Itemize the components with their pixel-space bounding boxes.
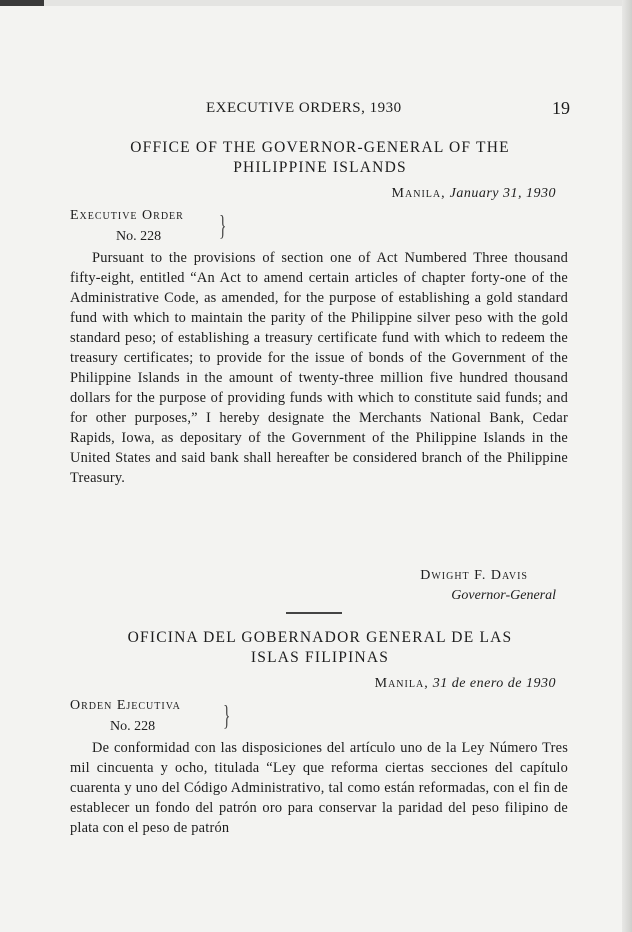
english-order-label: Executive Order — [70, 208, 184, 223]
spanish-dateline-date: 31 de enero de 1930 — [432, 676, 556, 691]
spanish-order-heading — [70, 698, 270, 742]
spanish-office-title: OFICINA DEL GOBERNADOR GENERAL DE LAS ISLAS FILIPINAS — [127, 629, 513, 666]
spanish-body-paragraph: De conformidad con las disposiciones del artículo uno de la Ley Número Tres mil cincuenta y ocho, titulada “Ley que reforma ciertas secciones del capítulo cuarenta y uno del Código Administrativo, tal como están reformadas, con el fin de establecer un fondo del patrón oro para conservar la paridad del peso filipino de plata con el peso de patrón — [70, 740, 568, 836]
scan-top-edge — [0, 0, 632, 6]
english-order-number: No. 228 — [116, 229, 162, 244]
running-title: EXECUTIVE ORDERS, 1930 — [206, 100, 402, 116]
english-dateline-date: January 31, 1930 — [449, 186, 556, 201]
english-order-heading — [70, 208, 270, 252]
brace-icon: } — [223, 701, 231, 732]
section-divider — [286, 612, 342, 614]
spanish-dateline-place: Manila, — [374, 676, 429, 691]
page-header — [70, 100, 570, 124]
spanish-order-number: No. 228 — [110, 719, 156, 734]
signature-name: Dwight F. Davis — [420, 568, 528, 583]
page-number: 19 — [552, 98, 570, 118]
english-office-title: OFFICE OF THE GOVERNOR-GENERAL OF THE PHILIPPINE ISLANDS — [130, 139, 510, 176]
scan-right-edge — [622, 0, 632, 932]
english-signature — [70, 566, 556, 606]
spanish-dateline — [70, 676, 556, 692]
signature-title: Governor-General — [451, 588, 556, 603]
brace-icon: } — [219, 211, 227, 242]
spanish-order-label: Orden Ejecutiva — [70, 698, 181, 713]
english-dateline-place: Manila, — [391, 186, 446, 201]
english-dateline — [70, 186, 556, 202]
english-body-paragraph: Pursuant to the provisions of section one of Act Numbered Three thousand fifty-eight, entitled “An Act to amend certain articles of chapter forty-one of the Administrative Code, as amended, for the purpose of establishing a gold standard fund with which to maintain the parity of the Philippine silver peso with the gold standard peso; of establishing a treasury certificate fund with which to redeem the treasury certificates; to provide for the issue of bonds of the Government of the Philippine Islands in the amount of twenty-three million five hundred thousand dollars for the purpose of providing funds with which to constitute said funds; and for other purposes,” I hereby designate the Merchants National Bank, Cedar Rapids, Iowa, as depositary of the Government of the Philippine Islands in the United States and said bank shall hereafter be considered branch of the Philippine Treasury. — [70, 250, 568, 486]
